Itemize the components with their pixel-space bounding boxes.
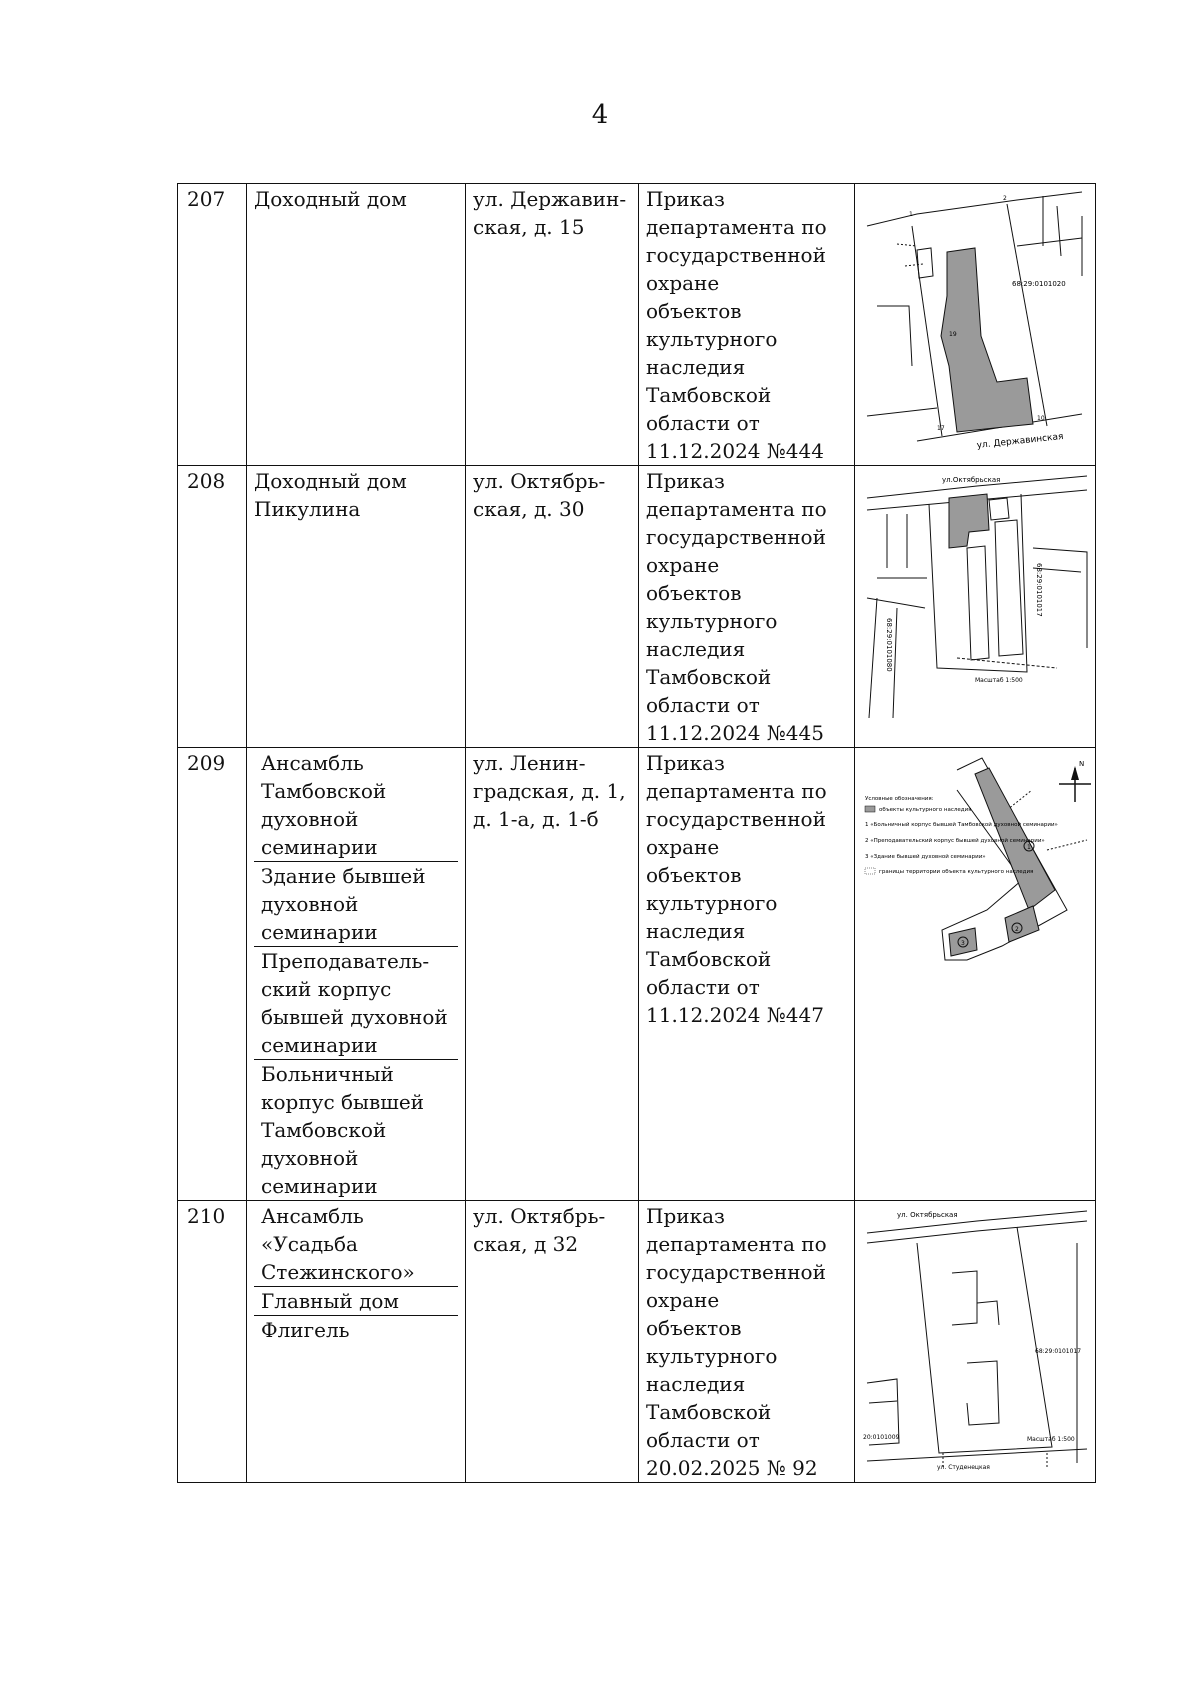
row-number: 209 — [178, 748, 247, 1201]
cadastral-label: 68:29:0101017 — [1035, 563, 1043, 617]
row-number: 210 — [178, 1201, 247, 1483]
order-cell — [639, 184, 855, 466]
svg-text:1 «Больничный корпус бывшей Та: 1 «Больничный корпус бывшей Тамбовской духовной семинарии» — [865, 822, 1058, 828]
territory-map-210 — [857, 1203, 1092, 1473]
svg-text:N: N — [1079, 760, 1085, 768]
cadastral-label: 68:29:0101080 — [885, 618, 893, 672]
table-row — [178, 184, 1096, 466]
object-name: Ансамбль «Усадьба Стежинского» — [261, 1204, 415, 1284]
object-name: Флигель — [254, 1315, 458, 1344]
svg-text:1: 1 — [1027, 844, 1031, 851]
territory-map-209 — [857, 750, 1092, 990]
survey-mark: 10 — [1037, 415, 1045, 422]
table-row — [178, 466, 1096, 748]
svg-text:3 «Здание бывшей духовной семи: 3 «Здание бывшей духовной семинарии» — [865, 854, 986, 860]
object-name: Ансамбль Тамбовской духовной семинарии — [261, 751, 387, 859]
map-cell — [855, 466, 1096, 748]
object-name-cell — [247, 1201, 466, 1483]
territory-map-208 — [857, 468, 1092, 738]
order-cell — [639, 466, 855, 748]
row-number: 207 — [178, 184, 247, 466]
heritage-registry-table — [177, 183, 1096, 1483]
map-cell — [855, 1201, 1096, 1483]
street-label: ул. Октябрьская — [897, 1211, 958, 1219]
object-name-cell — [247, 748, 466, 1201]
survey-mark: 19 — [949, 331, 957, 338]
cadastral-label: 68:29:0101017 — [1035, 1348, 1082, 1355]
survey-mark: 17 — [937, 425, 945, 432]
svg-text:границы территории объекта кул: границы территории объекта культурного наследия — [879, 869, 1034, 875]
street-label: ул. Студенецкая — [937, 1464, 990, 1471]
svg-text:3: 3 — [961, 940, 965, 947]
territory-map-207 — [857, 186, 1092, 456]
compass-icon — [1059, 760, 1091, 802]
street-label: ул.Октябрьская — [942, 476, 1001, 484]
order-text: Приказ департамента по государственной охране объектов культурного наследия Тамбовской области от 11.12.2024 №447 — [646, 751, 827, 1027]
table-row — [178, 1201, 1096, 1483]
svg-text:2 «Преподавательский корпус бы: 2 «Преподавательский корпус бывшей духовной семинарии» — [865, 838, 1045, 844]
object-name: Доходный дом — [254, 187, 407, 211]
address: ул. Октябрь- ская, д. 30 — [473, 469, 606, 521]
order-cell — [639, 1201, 855, 1483]
map-cell — [855, 184, 1096, 466]
map-cell — [855, 748, 1096, 1201]
svg-text:2: 2 — [1015, 926, 1019, 933]
svg-text:Условные обозначения:: Условные обозначения: — [865, 796, 934, 802]
address-cell — [466, 1201, 639, 1483]
object-name: Преподаватель- ский корпус бывшей духовной семинарии — [254, 946, 458, 1059]
address-cell — [466, 748, 639, 1201]
survey-mark: 2 — [1003, 195, 1007, 202]
object-name: Доходный дом Пикулина — [254, 469, 407, 521]
address: ул. Ленин- градская, д. 1, д. 1-а, д. 1-б — [473, 751, 626, 831]
scale-label: Масштаб 1:500 — [1027, 1436, 1075, 1443]
address-cell — [466, 184, 639, 466]
scale-label: Масштаб 1:500 — [975, 677, 1023, 684]
page-number: 4 — [591, 100, 609, 130]
object-name: Больничный корпус бывшей Тамбовской духовной семинарии — [254, 1059, 458, 1200]
svg-text:объекты культурного наследия: объекты культурного наследия — [879, 807, 972, 813]
object-name-cell — [247, 184, 466, 466]
object-name: Здание бывшей духовной семинарии — [254, 861, 458, 946]
cadastral-label: 68:29:0101020 — [1012, 280, 1066, 288]
order-cell — [639, 748, 855, 1201]
survey-mark: 1 — [909, 211, 913, 218]
order-text: Приказ департамента по государственной охране объектов культурного наследия Тамбовской области от 11.12.2024 №444 — [646, 187, 827, 463]
address: ул. Октябрь- ская, д 32 — [473, 1204, 606, 1256]
object-name-cell — [247, 466, 466, 748]
row-number: 208 — [178, 466, 247, 748]
order-text: Приказ департамента по государственной охране объектов культурного наследия Тамбовской области от 20.02.2025 № 92 — [646, 1204, 827, 1480]
street-label: ул. Державинская — [976, 431, 1064, 451]
address-cell — [466, 466, 639, 748]
cadastral-label: 20:0101009 — [863, 1434, 900, 1441]
object-name: Главный дом — [254, 1286, 458, 1315]
address: ул. Державин- ская, д. 15 — [473, 187, 627, 239]
table-row — [178, 748, 1096, 1201]
order-text: Приказ департамента по государственной охране объектов культурного наследия Тамбовской области от 11.12.2024 №445 — [646, 469, 827, 745]
